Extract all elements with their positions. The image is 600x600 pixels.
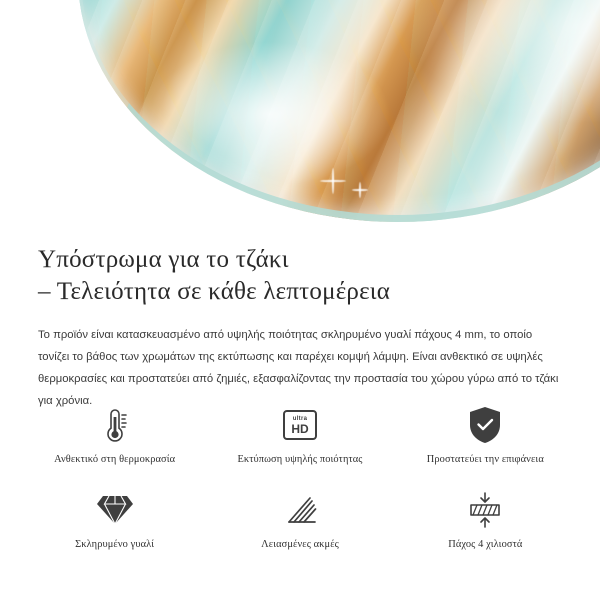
feature-surface-protection bbox=[393, 402, 578, 465]
headline-line-2: – Τελειότητα σε κάθε λεπτομέρεια bbox=[38, 278, 391, 305]
marble-glass-plate-graphic bbox=[78, 0, 600, 222]
body-paragraph: Το προϊόν είναι κατασκευασμένο από υψηλής ποιότητας σκληρυμένο γυαλί πάχους 4 mm, το οποίο τονίζει το βάθος των χρωμάτων της εκτύπωσης και παρέχει κομψή λάμψη. Είναι ανθεκτικό σε υψηλές θερμοκρασίες και προστατεύει από ζημιές, εξασφαλίζοντας την προστασία του χώρου γύρω από το τζάκι για χρόνια. bbox=[38, 329, 559, 408]
ultra-hd-icon bbox=[283, 402, 317, 448]
feature-label: Ανθεκτικό στη θερμοκρασία bbox=[54, 454, 176, 465]
polished-edges-icon bbox=[280, 487, 320, 533]
headline-line-1: Υπόστρωμα για το τζάκι bbox=[38, 246, 289, 273]
thermometer-icon bbox=[95, 402, 135, 448]
ultra-hd-badge-top: ultra bbox=[292, 415, 308, 422]
feature-label: Εκτύπωση υψηλής ποιότητας bbox=[237, 454, 363, 465]
feature-tempered-glass bbox=[22, 487, 207, 550]
feature-temperature-resistant bbox=[22, 402, 207, 465]
feature-label: Λειασμένες ακμές bbox=[261, 539, 339, 550]
hero-image bbox=[0, 0, 600, 222]
feature-label: Σκληρυμένο γυαλί bbox=[75, 539, 155, 550]
feature-row-1 bbox=[22, 402, 578, 465]
diamond-icon bbox=[95, 487, 135, 533]
text-content bbox=[0, 222, 600, 412]
feature-print-quality bbox=[207, 402, 392, 465]
feature-thickness bbox=[393, 487, 578, 550]
thickness-arrows-icon bbox=[464, 487, 506, 533]
shield-check-icon bbox=[466, 402, 504, 448]
page-title bbox=[38, 244, 562, 308]
feature-label: Προστατεύει την επιφάνεια bbox=[426, 454, 544, 465]
feature-polished-edges bbox=[207, 487, 392, 550]
feature-row-2 bbox=[22, 487, 578, 550]
feature-grid bbox=[0, 402, 600, 550]
ultra-hd-badge-main: HD bbox=[291, 421, 309, 436]
feature-label: Πάχος 4 χιλιοστά bbox=[448, 539, 523, 550]
